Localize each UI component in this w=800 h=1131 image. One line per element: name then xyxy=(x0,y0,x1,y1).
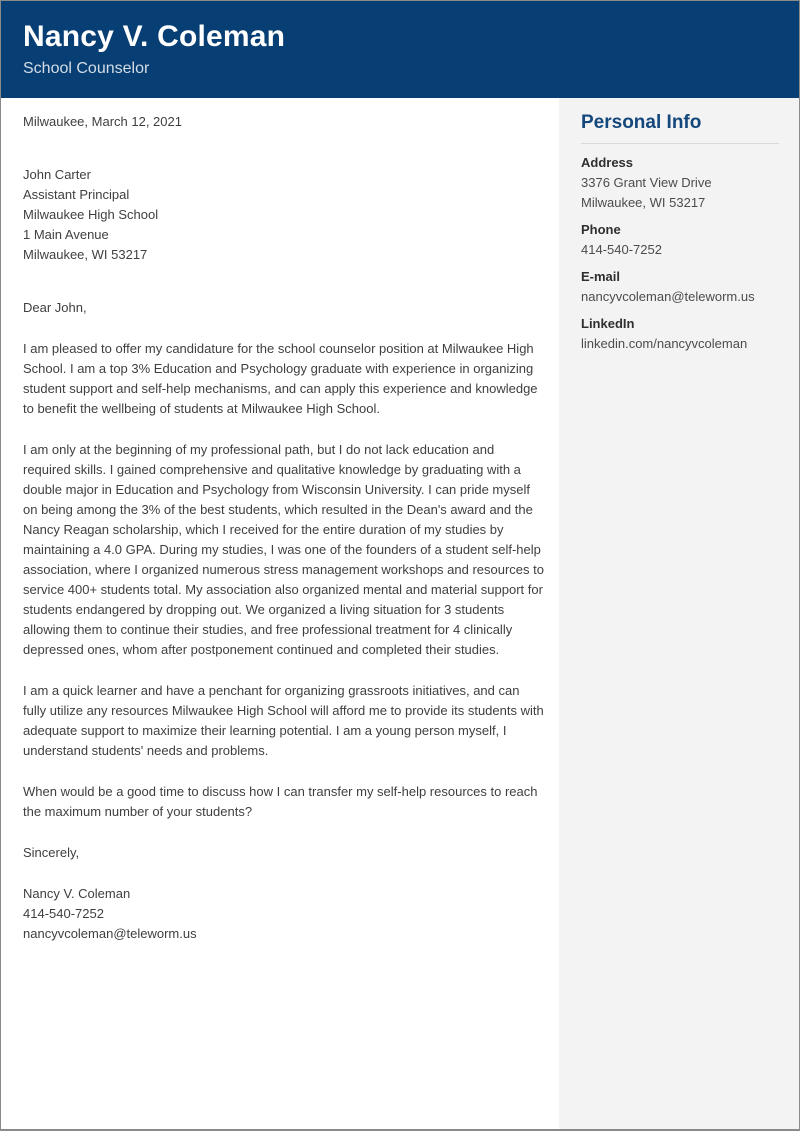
address-line-2: Milwaukee, WI 53217 xyxy=(581,195,706,210)
address-line-1: 3376 Grant View Drive xyxy=(581,175,712,190)
signature-block xyxy=(23,884,544,944)
recipient-street: 1 Main Avenue xyxy=(23,227,109,242)
phone-label: Phone xyxy=(581,222,621,237)
letter-paragraph-4: When would be a good time to discuss how I can transfer my self-help resources to reach the maximum number of your students? xyxy=(23,784,538,819)
signature-phone: 414-540-7252 xyxy=(23,906,104,921)
letter-paragraph-1: I am pleased to offer my candidature for the school counselor position at Milwaukee High School. I am a top 3% Education and Psychology graduate with experience in organizing student support and self-help mechanisms, and can apply this experience and knowledge to benefit the wellbeing of students at Milwaukee High School. xyxy=(23,341,538,416)
phone-value: 414-540-7252 xyxy=(581,242,662,257)
recipient-company: Milwaukee High School xyxy=(23,207,159,222)
closing: Sincerely, xyxy=(23,845,80,860)
signature-name: Nancy V. Coleman xyxy=(23,886,131,901)
email-label: E-mail xyxy=(581,269,621,284)
candidate-name: Nancy V. Coleman xyxy=(23,20,286,53)
letter-paragraph-2: I am only at the beginning of my professional path, but I do not lack education and required skills. I gained comprehensive and qualitative knowledge by graduating with a double major in Education and Psychology from Wisconsin University. I can pride myself on being among the 3% of the best students, which resulted in the Dean's award and the Nancy Reagan scholarship, which I received for the entire duration of my studies by maintaining a 4.0 GPA. During my studies, I was one of the founders of a student self-help association, where I organized numerous stress management workshops and resources to service 400+ students total. My association also organized mental and material support for students endangered by dropping out. We organized a living situation for 3 students allowing them to continue their studies, and free professional treatment for 4 clinically depressed ones, whom after postponement continued and completed their studies. xyxy=(23,442,544,657)
personal-info-sidebar xyxy=(559,98,799,1129)
sidebar-heading: Personal Info xyxy=(581,112,702,133)
sidebar-group-email xyxy=(581,267,779,307)
letter-content xyxy=(1,98,559,1129)
document-body xyxy=(1,98,799,1129)
recipient-name: John Carter xyxy=(23,167,91,182)
candidate-job-title: School Counselor xyxy=(23,60,150,77)
sidebar-group-linkedin xyxy=(581,314,779,354)
recipient-block xyxy=(23,165,544,265)
sidebar-group-phone xyxy=(581,220,779,260)
letter-header xyxy=(1,1,799,98)
sidebar-group-address xyxy=(581,153,779,213)
email-value: nancyvcoleman@teleworm.us xyxy=(581,289,755,304)
date-line: Milwaukee, March 12, 2021 xyxy=(23,114,182,129)
linkedin-label: LinkedIn xyxy=(581,316,635,331)
letter-paragraph-3: I am a quick learner and have a penchant for organizing grassroots initiatives, and can fully utilize any resources Milwaukee High School will afford me to provide its students with adequate support to maximize their learning potential. I am a young person myself, I understand students' needs and problems. xyxy=(23,683,544,758)
sidebar-heading-divider xyxy=(581,143,779,144)
linkedin-value: linkedin.com/nancyvcoleman xyxy=(581,336,748,351)
recipient-title: Assistant Principal xyxy=(23,187,130,202)
signature-email: nancyvcoleman@teleworm.us xyxy=(23,926,197,941)
salutation: Dear John, xyxy=(23,300,87,315)
recipient-city: Milwaukee, WI 53217 xyxy=(23,247,148,262)
address-label: Address xyxy=(581,155,634,170)
